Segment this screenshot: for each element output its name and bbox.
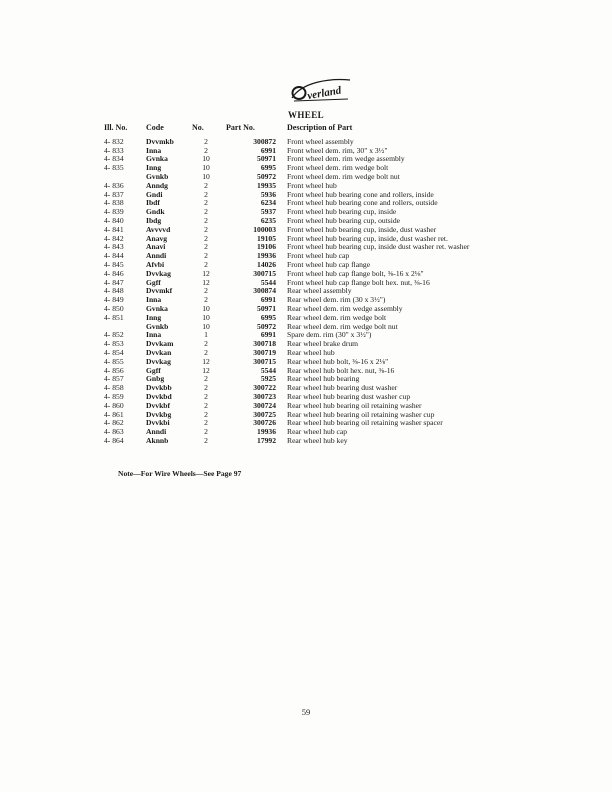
code-cell: Ibdf [146,198,160,208]
quantity-cell: 2 [204,295,208,305]
code-cell: Dvvkbg [146,409,172,419]
description-cell: Rear wheel hub bearing oil retaining washer [287,400,422,410]
quantity-cell: 2 [204,224,208,234]
ill-no-cell: 4- 842 [104,233,124,243]
header-part-no: Part No. [226,123,255,132]
description-cell: Rear wheel hub bearing oil retaining washer cup [287,409,435,419]
quantity-cell: 10 [202,163,210,173]
quantity-cell: 2 [204,233,208,243]
part-no-cell: 6235 [260,215,276,225]
code-cell: Dvvkag [146,268,171,278]
ill-no-cell: 4- 858 [104,383,124,393]
parts-table-body [104,138,469,446]
ill-no-cell: 4- 834 [104,154,124,164]
description-cell: Rear wheel hub bearing [287,374,360,384]
ill-no-cell: 4- 852 [104,330,124,340]
ill-no-cell: 4- 849 [104,295,124,305]
ill-no-cell: 4- 863 [104,427,124,437]
part-no-cell: 50971 [257,154,276,164]
description-cell: Front wheel hub [287,180,337,190]
ill-no-cell: 4- 861 [104,409,124,419]
quantity-cell: 12 [202,277,210,287]
quantity-cell: 2 [204,391,208,401]
quantity-cell: 10 [202,303,210,313]
ill-no-cell: 4- 840 [104,215,124,225]
part-no-cell: 6991 [260,330,276,340]
ill-no-cell: 4- 832 [104,136,124,146]
code-cell: Anavg [146,233,168,243]
overland-logo [286,72,356,106]
quantity-cell: 2 [204,215,208,225]
part-no-cell: 19936 [257,251,276,261]
description-cell: Front wheel hub cap flange [287,259,371,269]
ill-no-cell: 4- 854 [104,347,124,357]
ill-no-cell: 4- 838 [104,198,124,208]
ill-no-cell: 4- 846 [104,268,124,278]
description-cell: Rear wheel hub bearing dust washer [287,383,398,393]
table-row [104,437,469,446]
quantity-cell: 2 [204,286,208,296]
ill-no-cell: 4- 839 [104,207,124,217]
quantity-cell: 12 [202,365,210,375]
header-no: No. [192,123,204,132]
part-no-cell: 19935 [257,180,276,190]
code-cell: Dvvkbb [146,383,172,393]
ill-no-cell: 4- 835 [104,163,124,173]
description-cell: Front wheel hub bearing cup, outside [287,215,401,225]
part-no-cell: 300722 [253,383,276,393]
code-cell: Gndi [146,189,163,199]
description-cell: Front wheel hub bearing cone and rollers, outside [287,198,438,208]
table-header-row [104,124,469,138]
code-cell: Anndi [146,427,167,437]
code-cell: Gvnkb [146,321,169,331]
quantity-cell: 2 [204,259,208,269]
description-cell: Rear wheel brake drum [287,339,359,349]
code-cell: Dvvkag [146,356,171,366]
description-cell: Front wheel hub cap [287,251,350,261]
section-title: WHEEL [287,110,324,120]
quantity-cell: 2 [204,347,208,357]
quantity-cell: 2 [204,418,208,428]
description-cell: Rear wheel hub cap [287,427,348,437]
ill-no-cell: 4- 857 [104,374,124,384]
description-cell: Front wheel hub bearing cup, inside [287,207,397,217]
quantity-cell: 12 [202,356,210,366]
code-cell: Ibdg [146,215,162,225]
part-no-cell: 300724 [253,400,276,410]
code-cell: Inna [146,145,162,155]
ill-no-cell: 4- 843 [104,242,124,252]
code-cell: Dvvkan [146,347,172,357]
quantity-cell: 12 [202,268,210,278]
header-description: Description of Part [287,123,353,132]
code-cell: Afvbi [146,259,165,269]
code-cell: Inng [146,312,162,322]
description-cell: Rear wheel dem. rim (30 x 3½") [287,295,386,305]
ill-no-cell: 4- 836 [104,180,124,190]
quantity-cell: 2 [204,400,208,410]
quantity-cell: 2 [204,374,208,384]
quantity-cell: 2 [204,251,208,261]
description-cell: Front wheel hub cap flange bolt hex. nut, ⅜-16 [287,277,430,287]
code-cell: Anavi [146,242,166,252]
part-no-cell: 50971 [257,303,276,313]
code-cell: Dvvmkb [146,136,174,146]
description-cell: Rear wheel hub [287,347,335,357]
code-cell: Ggff [146,277,161,287]
part-no-cell: 300718 [253,339,276,349]
part-no-cell: 100003 [253,224,276,234]
quantity-cell: 2 [204,339,208,349]
ill-no-cell: 4- 862 [104,418,124,428]
description-cell: Rear wheel hub bolt hex. nut, ⅜-16 [287,365,395,375]
description-cell: Front wheel dem. rim wedge bolt [287,163,389,173]
description-cell: Rear wheel dem. rim wedge bolt [287,312,387,322]
description-cell: Front wheel hub bearing cup, inside dust washer ret. washer [287,242,470,252]
code-cell: Gvnka [146,154,168,164]
ill-no-cell: 4- 851 [104,312,124,322]
code-cell: Inna [146,295,162,305]
ill-no-cell: 4- 847 [104,277,124,287]
description-cell: Front wheel hub bearing cup, inside, dust washer ret. [287,233,448,243]
code-cell: Gnbg [146,374,165,384]
code-cell: Ggff [146,365,161,375]
ill-no-cell: 4- 856 [104,365,124,375]
ill-no-cell: 4- 848 [104,286,124,296]
part-no-cell: 5544 [260,365,276,375]
code-cell: Dvvkbd [146,391,172,401]
quantity-cell: 2 [204,435,208,445]
quantity-cell: 10 [202,171,210,181]
ill-no-cell: 4- 844 [104,251,124,261]
quantity-cell: 2 [204,409,208,419]
part-no-cell: 300872 [253,136,276,146]
description-cell: Rear wheel hub bolt, ⅜-16 x 2⅛" [287,356,389,366]
quantity-cell: 10 [202,154,210,164]
quantity-cell: 10 [202,321,210,331]
ill-no-cell: 4- 841 [104,224,124,234]
part-no-cell: 14026 [257,259,276,269]
code-cell: Inna [146,330,162,340]
parts-table [104,124,469,446]
code-cell: Gvnkb [146,171,169,181]
description-cell: Front wheel hub cap flange bolt, ⅜-16 x 2⅛" [287,268,424,278]
part-no-cell: 6991 [260,145,276,155]
ill-no-cell: 4- 859 [104,391,124,401]
quantity-cell: 2 [204,189,208,199]
code-cell: Dvvkam [146,339,174,349]
part-no-cell: 17992 [257,435,276,445]
part-no-cell: 19936 [257,427,276,437]
description-cell: Rear wheel assembly [287,286,352,296]
ill-no-cell: 4- 845 [104,259,124,269]
part-no-cell: 6995 [260,312,276,322]
quantity-cell: 2 [204,180,208,190]
description-cell: Front wheel dem. rim wedge assembly [287,154,405,164]
quantity-cell: 2 [204,198,208,208]
ill-no-cell: 4- 833 [104,145,124,155]
part-no-cell: 300715 [253,268,276,278]
part-no-cell: 6995 [260,163,276,173]
description-cell: Rear wheel dem. rim wedge assembly [287,303,403,313]
header-ill-no: Ill. No. [104,123,128,132]
wire-wheels-note: Note—For Wire Wheels—See Page 97 [118,469,242,478]
svg-text:verland: verland [306,84,343,103]
code-cell: Aknnb [146,435,169,445]
code-cell: Dvvkbi [146,418,170,428]
description-cell: Rear wheel dem. rim wedge bolt nut [287,321,398,331]
part-no-cell: 5937 [260,207,276,217]
part-no-cell: 19106 [257,242,276,252]
quantity-cell: 10 [202,312,210,322]
description-cell: Front wheel assembly [287,136,354,146]
ill-no-cell: 4- 837 [104,189,124,199]
quantity-cell: 2 [204,383,208,393]
part-no-cell: 5544 [260,277,276,287]
code-cell: Dvvkbf [146,400,171,410]
quantity-cell: 2 [204,242,208,252]
part-no-cell: 5936 [260,189,276,199]
quantity-cell: 2 [204,427,208,437]
part-no-cell: 6991 [260,295,276,305]
description-cell: Rear wheel hub bearing dust washer cup [287,391,411,401]
part-no-cell: 300725 [253,409,276,419]
ill-no-cell: 4- 860 [104,400,124,410]
part-no-cell: 300715 [253,356,276,366]
description-cell: Front wheel dem. rim, 30" x 3½" [287,145,388,155]
description-cell: Front wheel dem. rim wedge bolt nut [287,171,400,181]
part-no-cell: 6234 [260,198,276,208]
ill-no-cell: 4- 855 [104,356,124,366]
code-cell: Gndk [146,207,165,217]
description-cell: Spare dem. rim (30" x 3½") [287,330,372,340]
description-cell: Rear wheel hub key [287,435,348,445]
part-no-cell: 5925 [260,374,276,384]
description-cell: Rear wheel hub bearing oil retaining washer spacer [287,418,443,428]
quantity-cell: 2 [204,136,208,146]
code-cell: Anndg [146,180,168,190]
part-no-cell: 50972 [257,171,276,181]
ill-no-cell: 4- 853 [104,339,124,349]
code-cell: Avvvvd [146,224,171,234]
part-no-cell: 50972 [257,321,276,331]
code-cell: Anndi [146,251,167,261]
description-cell: Front wheel hub bearing cup, inside, dust washer [287,224,437,234]
page-number: 59 [301,707,311,717]
ill-no-cell: 4- 850 [104,303,124,313]
part-no-cell: 300723 [253,391,276,401]
code-cell: Inng [146,163,162,173]
quantity-cell: 2 [204,207,208,217]
code-cell: Dvvmkf [146,286,173,296]
header-code: Code [146,123,164,132]
part-no-cell: 300726 [253,418,276,428]
part-no-cell: 19105 [257,233,276,243]
part-no-cell: 300719 [253,347,276,357]
part-no-cell: 300874 [253,286,276,296]
code-cell: Gvnka [146,303,168,313]
description-cell: Front wheel hub bearing cone and rollers, inside [287,189,434,199]
ill-no-cell: 4- 864 [104,435,124,445]
quantity-cell: 2 [204,145,208,155]
quantity-cell: 1 [204,330,208,340]
